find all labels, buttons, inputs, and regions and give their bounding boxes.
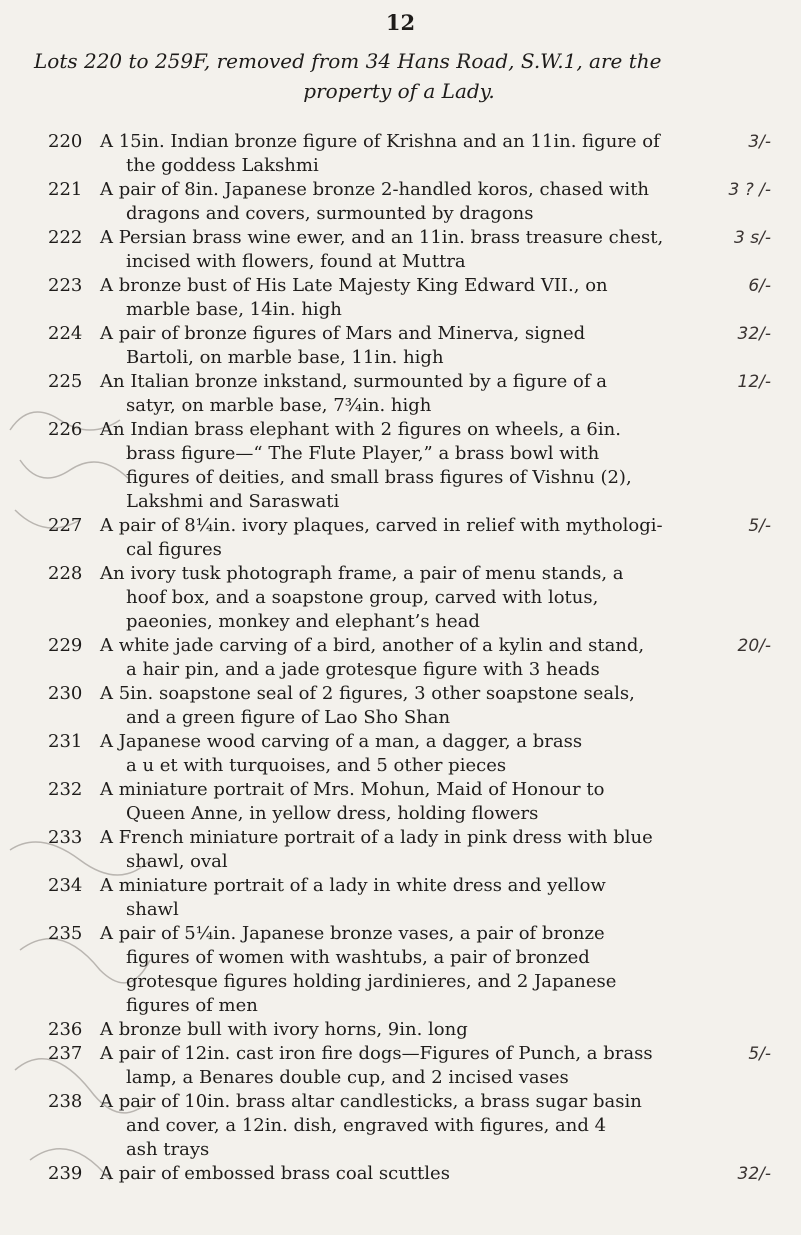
lot-description-line: lamp, a Benares double cup, and 2 incised vases bbox=[126, 1067, 569, 1088]
lot-description-line: dragons and covers, surmounted by dragons bbox=[126, 203, 534, 224]
lot-description-line: A Japanese wood carving of a man, a dagger, a brass bbox=[100, 731, 583, 752]
lot-number: 223 bbox=[48, 275, 83, 296]
lot-description-line: A miniature portrait of Mrs. Mohun, Maid of Honour to bbox=[100, 779, 605, 800]
lot-description-line: grotesque figures holding jardinieres, and 2 Japanese bbox=[126, 971, 617, 992]
lot-description-line: figures of women with washtubs, a pair of bronzed bbox=[126, 947, 590, 968]
lot-entry bbox=[0, 178, 801, 226]
lot-description-line: A miniature portrait of a lady in white dress and yellow bbox=[100, 875, 606, 896]
handwritten-price-note: 32/- bbox=[737, 1164, 771, 1184]
lot-description-line: Bartoli, on marble base, 11in. high bbox=[126, 347, 444, 368]
lot-entry bbox=[0, 370, 801, 418]
lot-description-line: hoof box, and a soapstone group, carved with lotus, bbox=[126, 587, 599, 608]
lot-description-line: and a green figure of Lao Sho Shan bbox=[126, 707, 451, 728]
lot-description-line: paeonies, monkey and elephant’s head bbox=[126, 611, 480, 632]
lot-entry bbox=[0, 1090, 801, 1162]
lot-entry bbox=[0, 322, 801, 370]
lot-description-line: A pair of 8¼in. ivory plaques, carved in relief with mythologi- bbox=[100, 515, 663, 536]
lot-number: 227 bbox=[48, 515, 83, 536]
lot-entry bbox=[0, 682, 801, 730]
lot-entry bbox=[0, 130, 801, 178]
lot-description-line: Queen Anne, in yellow dress, holding flowers bbox=[126, 803, 539, 824]
lot-entry bbox=[0, 1042, 801, 1090]
handwritten-price-note: 32/- bbox=[737, 324, 771, 344]
handwritten-price-note: 3/- bbox=[748, 132, 771, 152]
heading-line-1: Lots 220 to 259F, removed from 34 Hans Road, S.W.1, are the bbox=[34, 49, 662, 73]
lot-entry bbox=[0, 826, 801, 874]
lot-description-line: cal figures bbox=[126, 539, 222, 560]
lot-description-line: An Italian bronze inkstand, surmounted by a figure of a bbox=[100, 371, 607, 392]
lot-number: 222 bbox=[48, 227, 83, 248]
lot-description-line: A French miniature portrait of a lady in pink dress with blue bbox=[100, 827, 653, 848]
lot-entry bbox=[0, 274, 801, 322]
lot-number: 235 bbox=[48, 923, 83, 944]
page-number: 12 bbox=[385, 10, 416, 35]
handwritten-price-note: 5/- bbox=[748, 516, 771, 536]
lots-heading bbox=[34, 46, 764, 106]
lot-number: 224 bbox=[48, 323, 83, 344]
lot-entry bbox=[0, 730, 801, 778]
lot-entry bbox=[0, 922, 801, 1018]
handwritten-price-note: 5/- bbox=[748, 1044, 771, 1064]
lot-entry bbox=[0, 634, 801, 682]
lot-description-line: A pair of 5¼in. Japanese bronze vases, a pair of bronze bbox=[100, 923, 605, 944]
lot-number: 231 bbox=[48, 731, 83, 752]
lot-description-line: brass figure—“ The Flute Player,” a brass bowl with bbox=[126, 443, 600, 464]
lot-description-line: shawl, oval bbox=[126, 851, 228, 872]
lot-number: 228 bbox=[48, 563, 83, 584]
lot-description-line: a u et with turquoises, and 5 other pieces bbox=[126, 755, 507, 776]
lot-description-line: An Indian brass elephant with 2 figures on wheels, a 6in. bbox=[100, 419, 621, 440]
handwritten-price-note: 12/- bbox=[737, 372, 771, 392]
lot-description-line: shawl bbox=[126, 899, 179, 920]
handwritten-price-note: 20/- bbox=[737, 636, 771, 656]
handwritten-price-note: 3 s/- bbox=[734, 228, 771, 248]
lot-description-line: A 5in. soapstone seal of 2 figures, 3 other soapstone seals, bbox=[100, 683, 635, 704]
lot-description-line: figures of men bbox=[126, 995, 258, 1016]
lot-description-line: incised with flowers, found at Muttra bbox=[126, 251, 466, 272]
handwritten-price-note: 3 ? /- bbox=[728, 180, 771, 200]
lot-number: 230 bbox=[48, 683, 83, 704]
lot-description-line: A pair of bronze figures of Mars and Minerva, signed bbox=[100, 323, 586, 344]
lot-description-line: An ivory tusk photograph frame, a pair of menu stands, a bbox=[100, 563, 624, 584]
lot-description-line: the goddess Lakshmi bbox=[126, 155, 319, 176]
lot-entry bbox=[0, 514, 801, 562]
lot-number: 226 bbox=[48, 419, 83, 440]
lot-number: 236 bbox=[48, 1019, 83, 1040]
lot-description-line: A white jade carving of a bird, another of a kylin and stand, bbox=[100, 635, 645, 656]
lot-number: 237 bbox=[48, 1043, 83, 1064]
lot-description-line: A Persian brass wine ewer, and an 11in. brass treasure chest, bbox=[100, 227, 664, 248]
lot-entry bbox=[0, 778, 801, 826]
lot-description-line: A 15in. Indian bronze figure of Krishna and an 11in. figure of bbox=[100, 131, 660, 152]
handwritten-price-note: 6/- bbox=[748, 276, 771, 296]
lot-number: 220 bbox=[48, 131, 83, 152]
lot-description-line: satyr, on marble base, 7¾in. high bbox=[126, 395, 432, 416]
lot-number: 221 bbox=[48, 179, 83, 200]
lot-description-line: Lakshmi and Saraswati bbox=[126, 491, 340, 512]
lot-entry bbox=[0, 226, 801, 274]
lot-description-line: A pair of 10in. brass altar candlesticks, a brass sugar basin bbox=[100, 1091, 642, 1112]
lot-entry bbox=[0, 1018, 801, 1042]
lot-description-line: A bronze bust of His Late Majesty King Edward VII., on bbox=[100, 275, 608, 296]
lot-list bbox=[0, 130, 801, 1186]
lot-description-line: A pair of embossed brass coal scuttles bbox=[100, 1163, 450, 1184]
lot-entry bbox=[0, 874, 801, 922]
lot-description-line: A pair of 8in. Japanese bronze 2-handled koros, chased with bbox=[100, 179, 650, 200]
lot-description-line: figures of deities, and small brass figures of Vishnu (2), bbox=[126, 467, 632, 488]
lot-description-line: and cover, a 12in. dish, engraved with figures, and 4 bbox=[126, 1115, 607, 1136]
lot-entry bbox=[0, 562, 801, 634]
lot-description-line: marble base, 14in. high bbox=[126, 299, 342, 320]
lot-number: 225 bbox=[48, 371, 83, 392]
lot-number: 232 bbox=[48, 779, 83, 800]
lot-entry bbox=[0, 418, 801, 514]
heading-line-2: property of a Lady. bbox=[303, 79, 495, 103]
lot-description-line: A bronze bull with ivory horns, 9in. long bbox=[100, 1019, 468, 1040]
lot-number: 229 bbox=[48, 635, 83, 656]
lot-number: 239 bbox=[48, 1163, 83, 1184]
lot-number: 234 bbox=[48, 875, 83, 896]
lot-description-line: ash trays bbox=[126, 1139, 210, 1160]
lot-number: 233 bbox=[48, 827, 83, 848]
lot-number: 238 bbox=[48, 1091, 83, 1112]
lot-description-line: a hair pin, and a jade grotesque figure with 3 heads bbox=[126, 659, 600, 680]
lot-entry bbox=[0, 1162, 801, 1186]
lot-description-line: A pair of 12in. cast iron fire dogs—Figures of Punch, a brass bbox=[100, 1043, 653, 1064]
